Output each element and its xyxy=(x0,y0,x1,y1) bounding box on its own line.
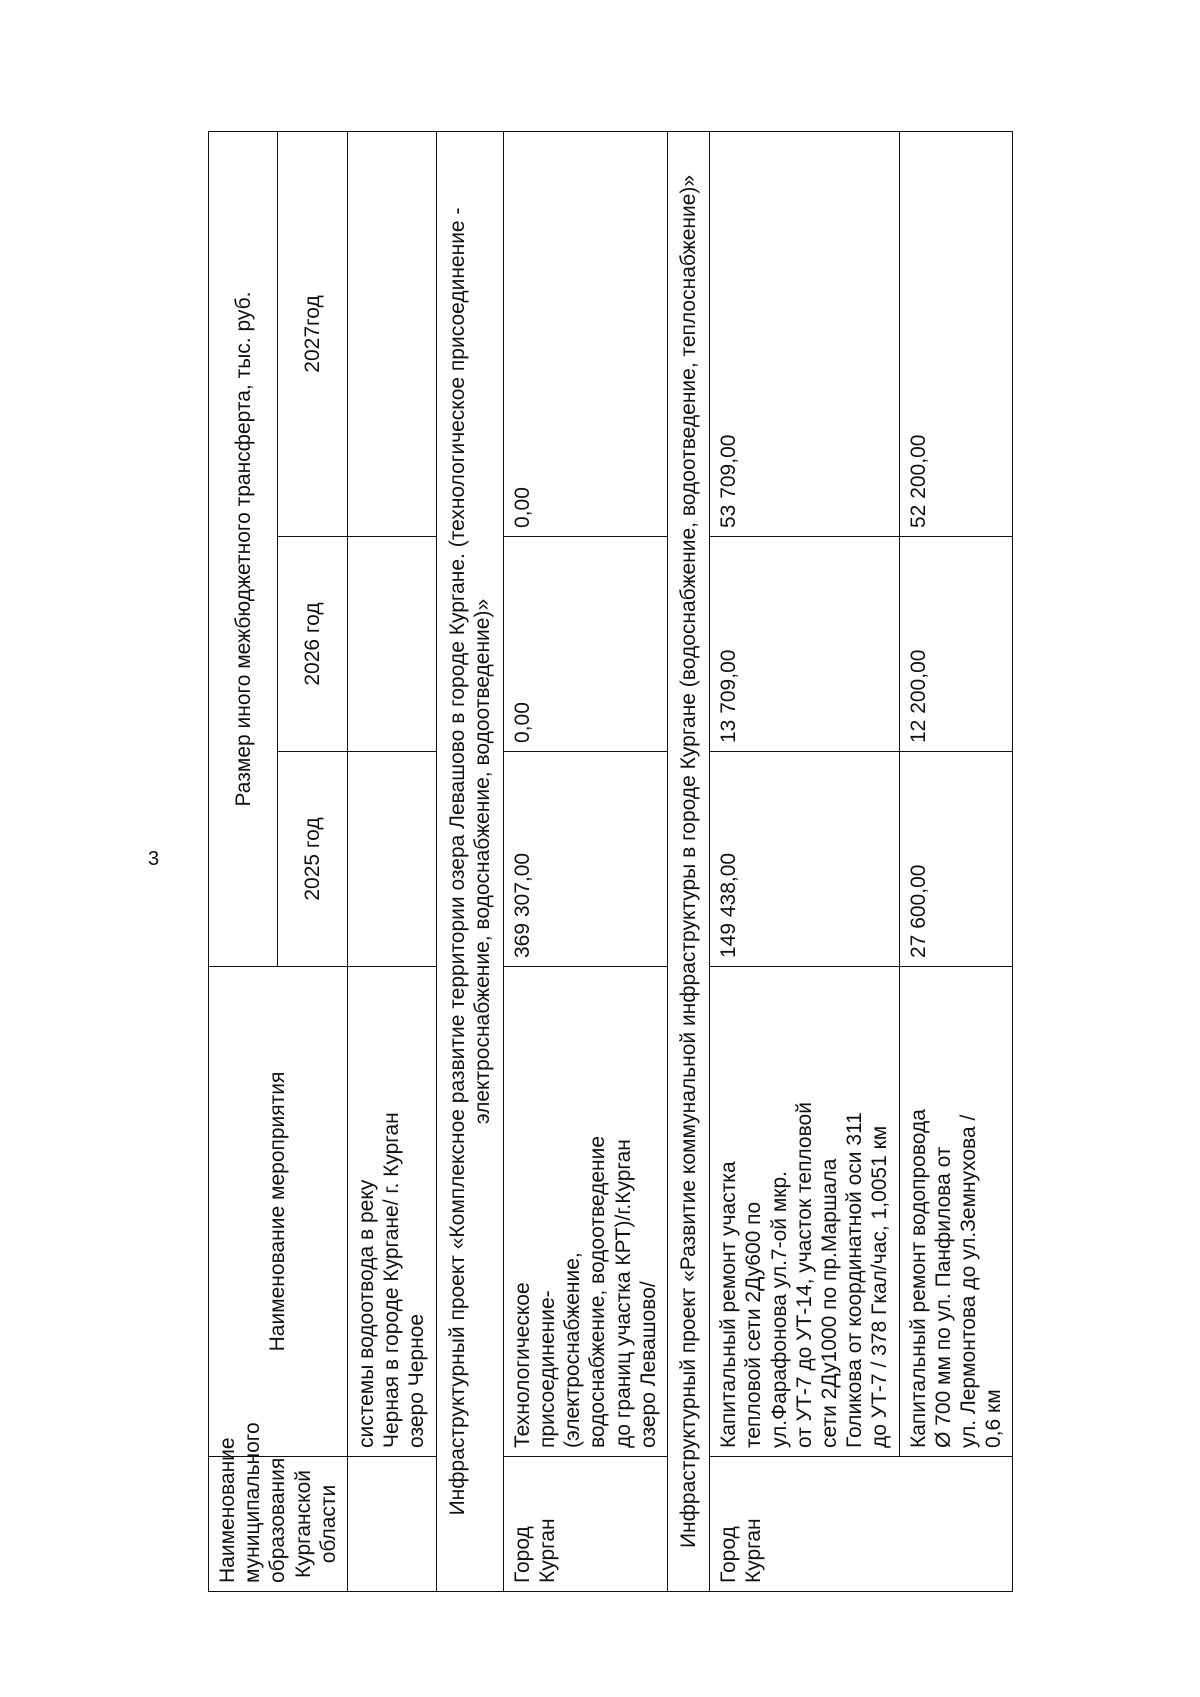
cell-2025: 369 307,00 xyxy=(503,752,667,967)
cell-measure: Капитальный ремонт участка тепловой сети 2Ду600 по ул.Фарафонова ул.7-ой мкр. от УТ-7 до УТ-14, участок тепловой сети 2Ду1000 по пр.Маршала Голикова от координатной оси 311 до УТ-7 / 378 Гкал/час, 1,0051 км xyxy=(710,967,899,1457)
cell-2027 xyxy=(347,131,436,536)
cell-2027: 53 709,00 xyxy=(710,131,899,536)
cell-measure: Технологическое присоединение- (электроснабжение, водоснабжение, водоотведение до границ участка КРТ)/г.Курган озеро Левашово/ xyxy=(503,967,667,1457)
cell-municipality: Город Курган xyxy=(503,1457,667,1592)
cell-municipality xyxy=(347,1457,436,1592)
header-transfer: Размер иного межбюджетного трансферта, тыс. руб. xyxy=(209,131,278,966)
header-year-2025: 2025 год xyxy=(278,752,347,967)
project-1-title: Инфраструктурный проект «Комплексное развитие территории озера Левашово в городе Кургане. (технологическое присоединение - электроснабжение, водоснабжение, водоотведение)» xyxy=(436,131,503,1591)
cell-measure: системы водоотвода в реку Черная в городе Кургане/ г. Курган озеро Черное xyxy=(347,967,436,1457)
rotated-table-container xyxy=(208,132,1148,1592)
cell-2025: 149 438,00 xyxy=(710,752,899,967)
cell-2026: 13 709,00 xyxy=(710,537,899,752)
cell-2027: 52 200,00 xyxy=(899,131,1013,536)
page-number: 3 xyxy=(148,848,160,870)
cell-2025 xyxy=(347,752,436,967)
cell-2025: 27 600,00 xyxy=(899,752,1013,967)
header-measure: Наименование мероприятия xyxy=(209,967,348,1457)
header-municipality: Наименование муниципального образования Курганской области xyxy=(209,1457,348,1592)
header-year-2027: 2027год xyxy=(278,131,347,536)
cell-2026: 0,00 xyxy=(503,537,667,752)
project-title-row xyxy=(436,131,503,1591)
table-row xyxy=(899,131,1013,1591)
cell-2026 xyxy=(347,537,436,752)
table-row xyxy=(503,131,667,1591)
transfer-table xyxy=(208,131,1013,1592)
table-row xyxy=(347,131,436,1591)
header-row-1 xyxy=(209,131,278,1591)
header-year-2026: 2026 год xyxy=(278,537,347,752)
project-title-row xyxy=(668,131,710,1591)
cell-2027: 0,00 xyxy=(503,131,667,536)
cell-municipality: Город Курган xyxy=(710,1457,1013,1592)
table-row xyxy=(710,131,899,1591)
cell-2026: 12 200,00 xyxy=(899,537,1013,752)
cell-measure: Капитальный ремонт водопровода Ø 700 мм по ул. Панфилова от ул. Лермонтова до ул.Земнухова / 0,6 км xyxy=(899,967,1013,1457)
project-2-title: Инфраструктурный проект «Развитие коммунальной инфраструктуры в городе Кургане (водоснабжение, водоотведение, теплоснабжение)» xyxy=(668,131,710,1591)
